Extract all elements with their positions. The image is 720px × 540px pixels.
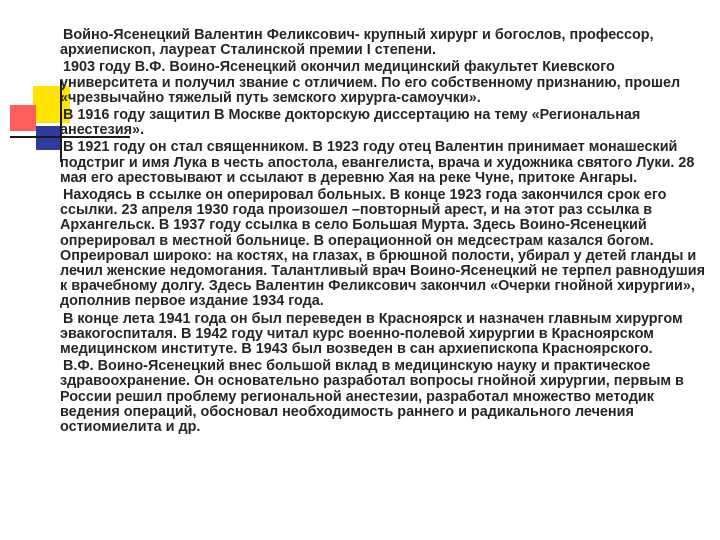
decorative-blue-square (36, 126, 60, 150)
decorative-red-square (10, 105, 36, 131)
slide-body-text (60, 28, 715, 437)
paragraph-dissertation: В 1916 году защитил В Москве докторскую диссертацию на тему «Региональная анестезия». (60, 107, 641, 139)
paragraph-contribution: В.Ф. Воино-Ясенецкий внес большой вклад в медицинскую науку и практическое здравоохранение. Он основательно разработал вопросы гнойной хирургии, первым в России решил проблему региональной анестезии, разработал множество методик ведения операций, обосновал необходимость раннего и радикального лечения остиомиелита и др. (60, 358, 684, 436)
paragraph-intro: Войно-Ясенецкий Валентин Феликсович- крупный хирург и богослов, профессор, архиепископ, лауреат Сталинской премии I степени. (60, 27, 654, 59)
paragraph-exile: Находясь в ссылке он оперировал больных. В конце 1923 года закончился срок его ссылки. 23 апреля 1930 года произошел –повторный арест, и на этот раз ссылка в Архангельск. В 1937 году ссылка в село Большая Мурта. Здесь Воино-Ясенецкий опрерировал в местной больнице. В операционной он медсестрам казался богом. Опреировал широко: на костях, на глазах, в брюшной полости, убирал у детей гланды и лечил женские недомогания. Талантливый врач Воино-Ясенецкий не терпел равнодушия к врачебному долгу. Здесь Валентин Феликсович закончил «Очерки гнойной хирургии», дополнив первое издание 1934 года. (60, 187, 705, 310)
paragraph-krasnoyarsk: В конце лета 1941 года он был переведен в Красноярск и назначен главным хирургом эвакогоспиталя. В 1942 году читал курс военно-полевой хирургии в Красноярском медицинском институте. В 1943 был возведен в сан архиепископа Красноярского. (60, 310, 683, 358)
paragraph-priesthood: В 1921 году он стал священником. В 1923 году отец Валентин принимает монашеский подстриг и имя Лука в честь апостола, евангелиста, врача и художника святого Луки. 28 мая его арестовывают и ссылают в деревню Хая на реке Чуне, притоке Ангары. (60, 139, 695, 186)
paragraph-education: 1903 году В.Ф. Воино-Ясенецкий окончил медицинский факультет Киевского университета и получил звание с отличием. По его собственному признанию, прошел «чрезвычайно тяжелый путь земского хирурга-самоучки». (60, 59, 681, 106)
